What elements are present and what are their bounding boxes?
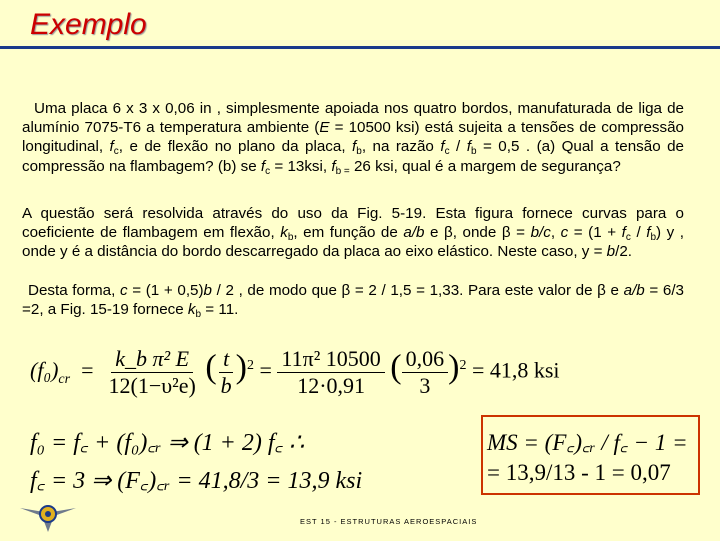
paragraph-problem: Uma placa 6 x 3 x 0,06 in , simplesmente apoiada nos quatro bordos, manufaturada de liga de alumínio 7075-T6 a temperatura ambiente (E = 10500 ksi) está sujeita a tensões de compressão longitudinal, $f_c$, e de flexão no plano da placa, $f_b$, na razão $f_c / f_b = 0,5$ . (a) Qual a tensão de compressão na flambagem? (b) se $f_c = 13ksi$, $f_{b =}$ 26 ksi, qual é a margem de segurança? (22, 100, 684, 177)
page-title: Exemplo (30, 8, 147, 41)
paragraph-result: Desta forma, c = (1 + 0,5)b / 2 , de modo que β = 2 / 1,5 = 1,33. Para este valor de β e a/b = 6/3 =2, a Fig. 15-19 fornece $k_b = 11$. (22, 282, 685, 321)
equation-stress-sum: f₀ = f꜀ + (f₀)꜀ᵣ ⇒ (1 + 2) f꜀ ∴ (30, 430, 305, 456)
ms-result: = 13,9/13 - 1 = 0,07 (487, 460, 671, 485)
paragraph-method: A questão será resolvida através do uso da Fig. 5-19. Esta figura fornece curvas para o coeficiente de flambagem em flexão, $k_b$, em função de a/b e β, onde β = b/c, $c = (1 + f_c / f_b)$ y , onde y é a distância do bordo descarregado da placa ao eixo elástico. Neste caso, y = b/2. (22, 205, 684, 261)
ms-formula: MS = (F꜀)꜀ᵣ / f꜀ − 1 = (487, 430, 688, 455)
margin-of-safety-box (481, 415, 700, 495)
institution-logo (18, 494, 78, 541)
equation-compression-stress: f꜀ = 3 ⇒ (F꜀)꜀ᵣ = 41,8/3 = 13,9 ksi (30, 468, 363, 494)
footer-course: EST 15 - ESTRUTURAS AEROESPACIAIS (300, 517, 478, 526)
equation-critical-stress: $(f_0)_{cr}$ = $\frac{\text{k\_b π² E}}{\text{12(1−υ²e)}}$ ( $\frac{t}{b}$ )$^2$ = $\frac{\text{11π² 10500}}{12\cdot 0,91}$ ( $\frac{0,06}{3}$ )$^2$ = 41,8 ksi (30, 346, 560, 398)
title-divider (0, 46, 720, 49)
